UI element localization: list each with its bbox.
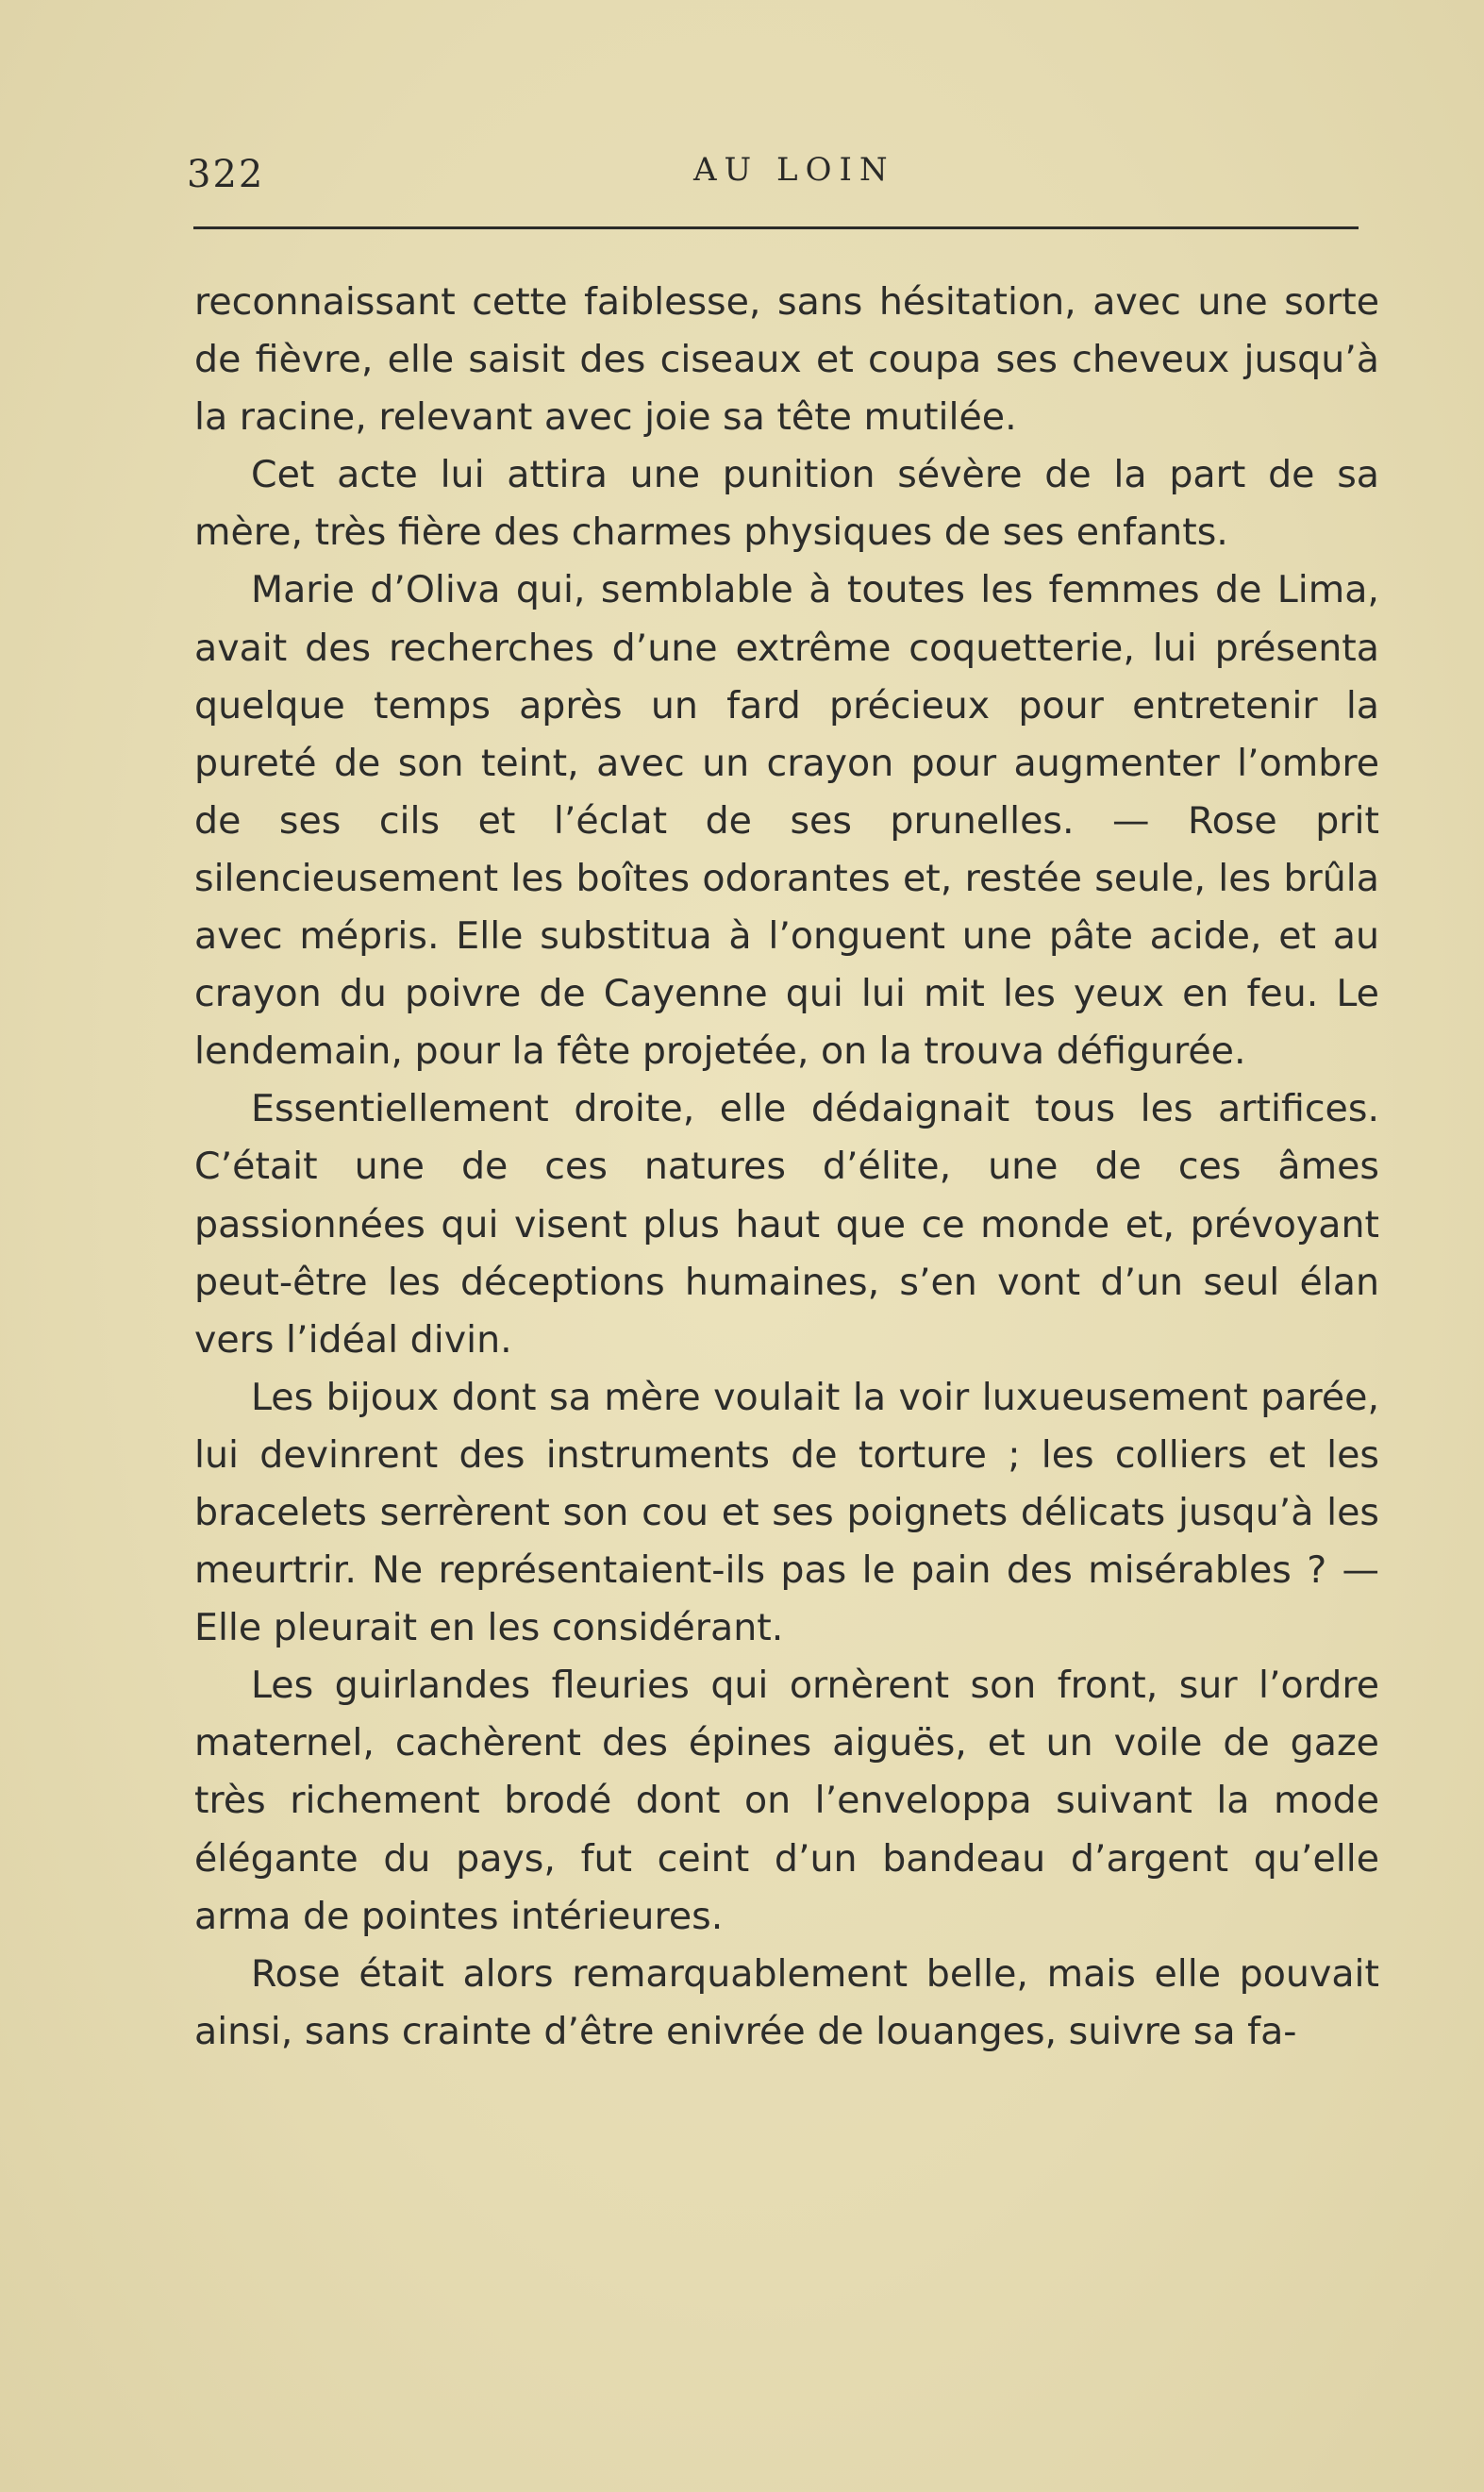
paragraph: Les guirlandes fleuries qui ornèrent son front, sur l’ordre maternel, cachèrent des épines aiguës, et un voile de gaze très richement brodé dont on l’enveloppa suivant la mode élégante du pays, fut ceint d’un bandeau d’argent qu’elle arma de pointes intérieures. [194, 1664, 1379, 1938]
paragraph: Rose était alors remarquablement belle, mais elle pouvait ainsi, sans crainte d’être enivrée de louanges, suivre sa fa- [194, 1951, 1379, 2053]
running-title: AU LOIN [693, 151, 895, 189]
body-text [194, 274, 1379, 2061]
page-number: 322 [187, 153, 265, 196]
header-rule [193, 226, 1359, 229]
paragraph: Les bijoux dont sa mère voulait la voir luxueusement parée, lui devinrent des instruments de torture ; les colliers et les bracelets serrèrent son cou et ses poignets délicats jusqu’à les meurtrir. Ne représentaient-ils pas le pain des misérables ? — Elle pleurait en les considérant. [194, 1375, 1379, 1650]
paragraph: reconnaissant cette faiblesse, sans hésitation, avec une sorte de fièvre, elle saisit des ciseaux et coupa ses cheveux jusqu’à la racine, relevant avec joie sa tête mutilée. [194, 280, 1379, 440]
paragraph: Marie d’Oliva qui, semblable à toutes les femmes de Lima, avait des recherches d’une extrême coquetterie, lui présenta quelque temps après un fard précieux pour entretenir la pureté de son teint, avec un crayon pour augmenter l’ombre de ses cils et l’éclat de ses prunelles. — Rose prit silencieusement les boîtes odorantes et, restée seule, les brûla avec mépris. Elle substitua à l’onguent une pâte acide, et au crayon du poivre de Cayenne qui lui mit les yeux en feu. Le lendemain, pour la fête projetée, on la trouva défigurée. [194, 568, 1379, 1074]
paragraph: Essentiellement droite, elle dédaignait tous les artifices. C’était une de ces natures d’élite, une de ces âmes passionnées qui visent plus haut que ce monde et, prévoyant peut-être les déceptions humaines, s’en vont d’un seul élan vers l’idéal divin. [194, 1087, 1379, 1362]
paragraph: Cet acte lui attira une punition sévère de la part de sa mère, très fière des charmes physiques de ses enfants. [194, 453, 1379, 555]
